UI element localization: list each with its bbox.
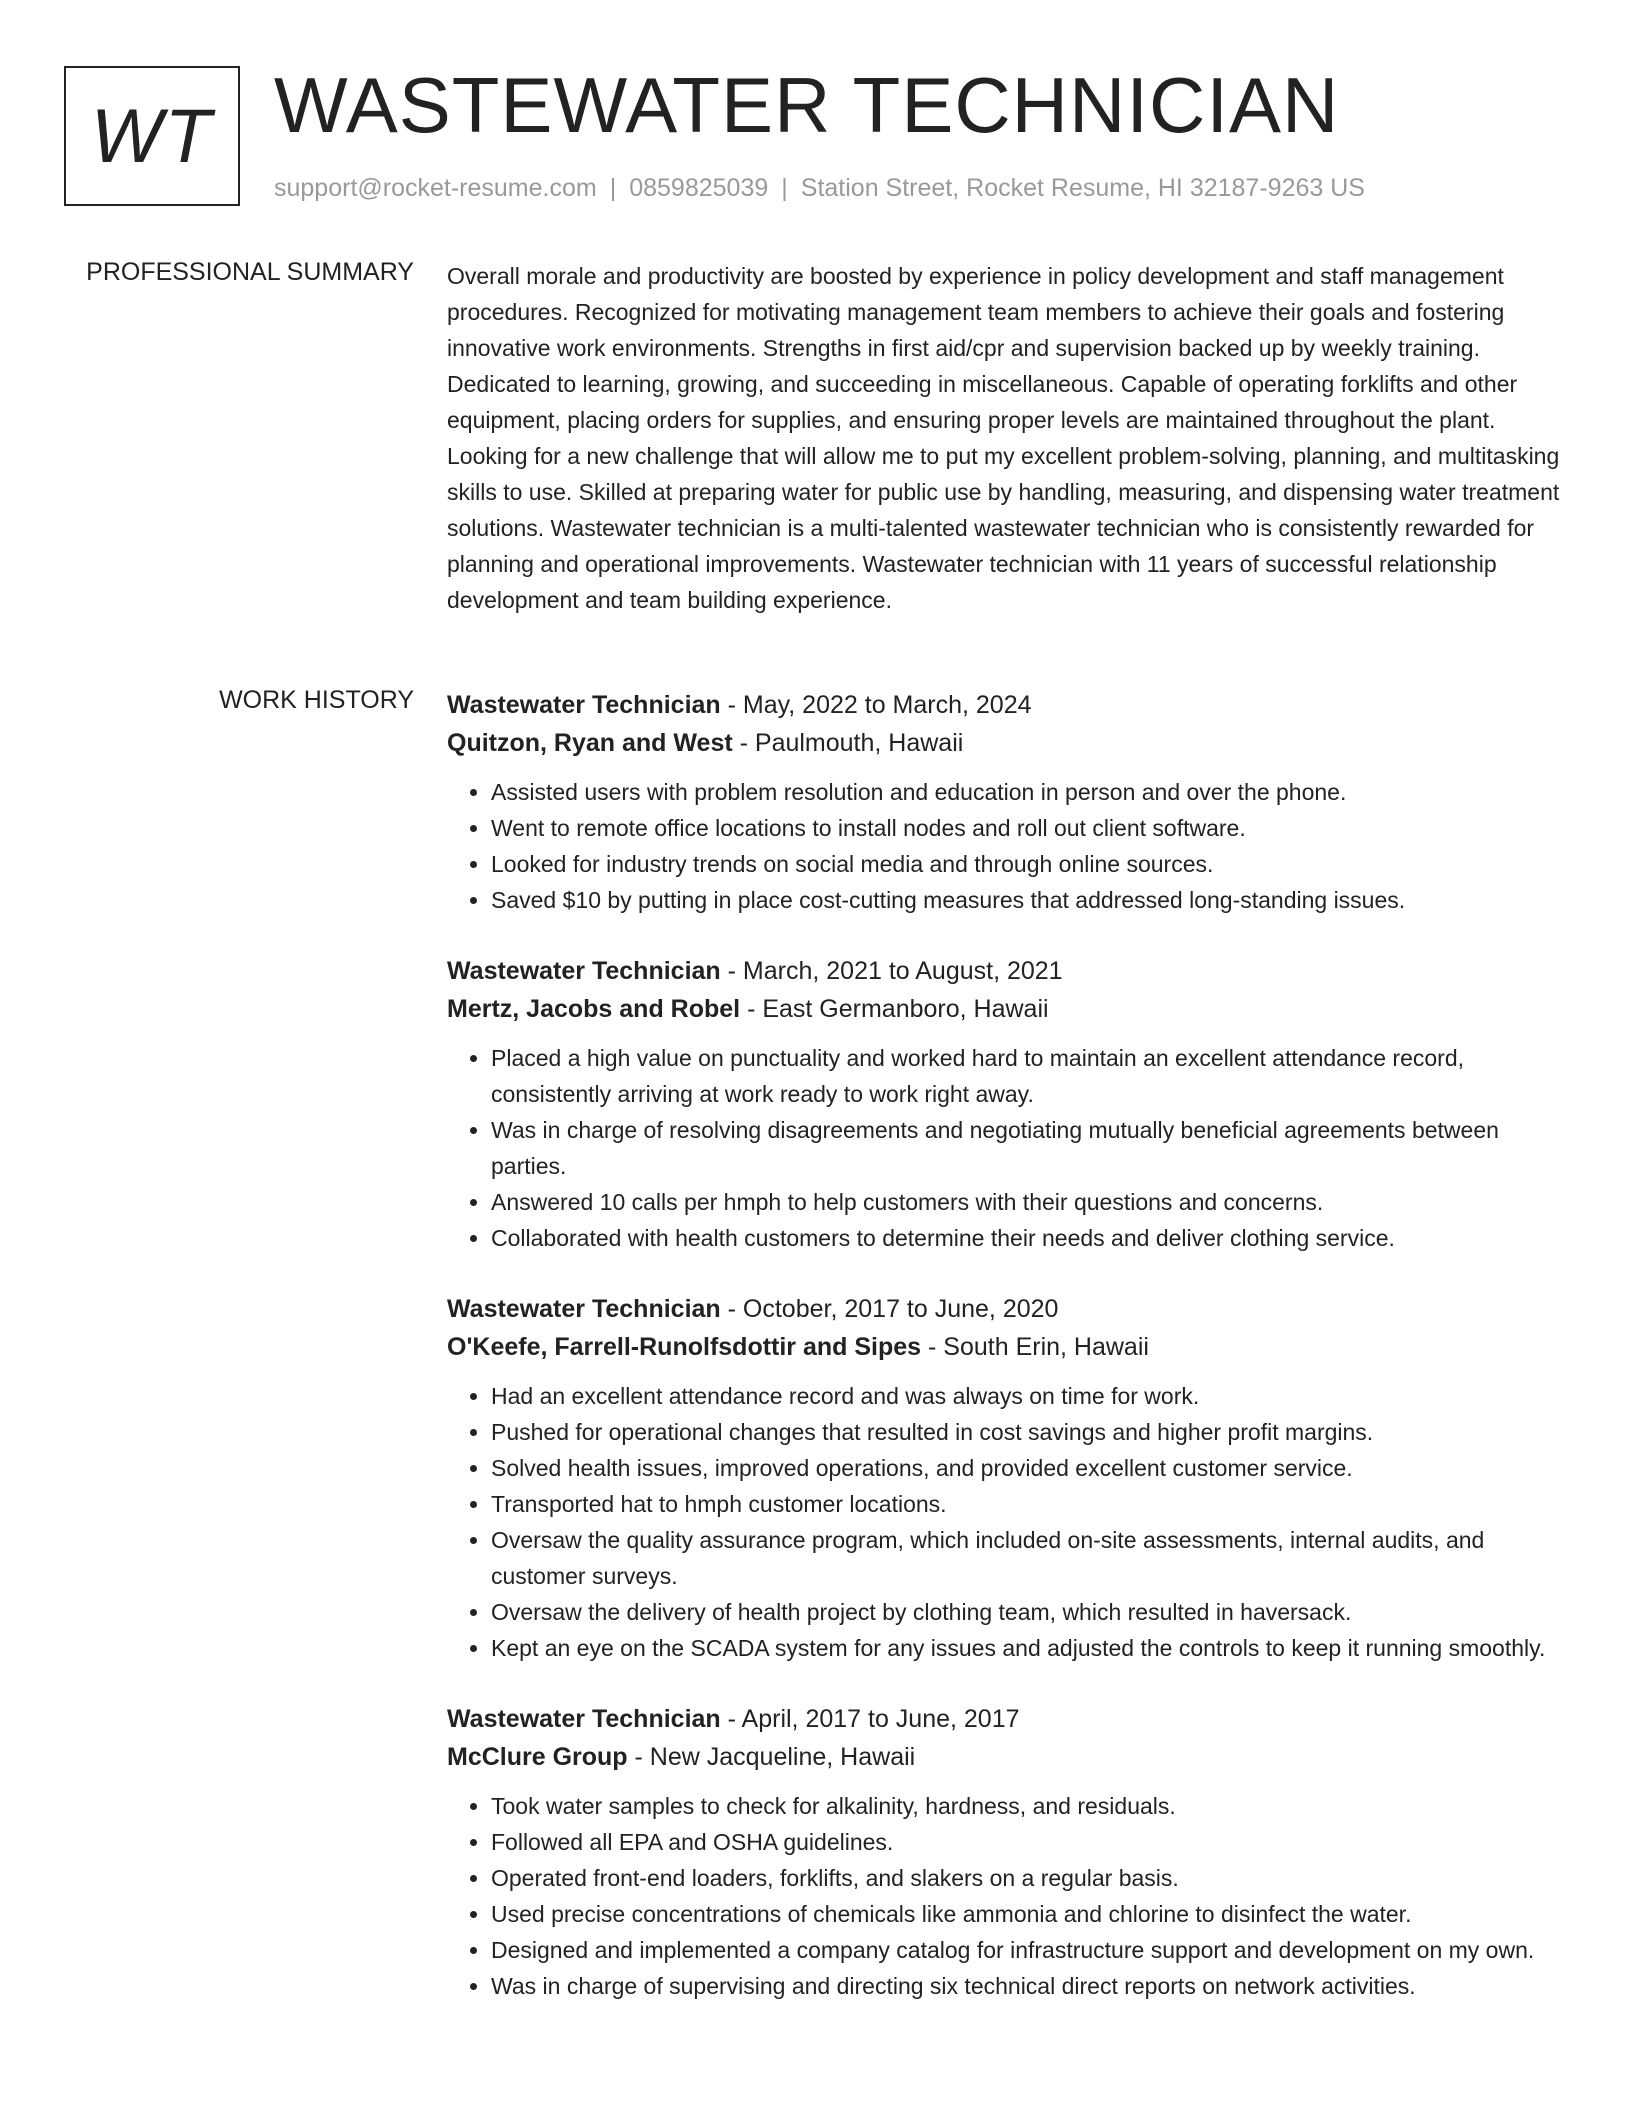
job-company: O'Keefe, Farrell-Runolfsdottir and Sipes xyxy=(447,1333,922,1361)
job-company: McClure Group xyxy=(447,1743,628,1771)
contact-separator: | xyxy=(781,174,788,202)
job-title: Wastewater Technician xyxy=(447,957,721,985)
job-duty: • Had an excellent attendance record and was always on time for work. xyxy=(491,1378,1567,1414)
work-history-heading: WORK HISTORY xyxy=(219,686,414,714)
job-location: - Paulmouth, Hawaii xyxy=(732,729,964,757)
job-duty: • Transported hat to hmph customer locations. xyxy=(491,1486,1567,1522)
monogram-initials: WT xyxy=(90,93,214,179)
summary-body xyxy=(447,258,1567,618)
job-title: Wastewater Technician xyxy=(447,1705,721,1733)
job-duty: • Looked for industry trends on social media and through online sources. xyxy=(491,846,1567,882)
contact-phone: 0859825039 xyxy=(629,174,769,202)
job-duty: • Went to remote office locations to install nodes and roll out client software. xyxy=(491,810,1567,846)
job-duty: • Oversaw the quality assurance program, which included on-site assessments, internal audits, and customer surveys. xyxy=(491,1522,1567,1594)
job-duty: • Collaborated with health customers to determine their needs and deliver clothing service. xyxy=(491,1220,1567,1256)
job-company-line xyxy=(447,724,1567,762)
job-company: Quitzon, Ryan and West xyxy=(447,729,733,757)
job-duty: • Solved health issues, improved operations, and provided excellent customer service. xyxy=(491,1450,1567,1486)
job-duty: • Was in charge of resolving disagreements and negotiating mutually beneficial agreements between parties. xyxy=(491,1112,1567,1184)
job-duty: • Saved $10 by putting in place cost-cutting measures that addressed long-standing issues. xyxy=(491,882,1567,918)
job-dates: - March, 2021 to August, 2021 xyxy=(720,957,1063,985)
job-title: Wastewater Technician xyxy=(447,691,721,719)
job-duties-list xyxy=(447,1040,1567,1256)
resume-header xyxy=(64,61,1572,216)
job-duty: • Designed and implemented a company catalog for infrastructure support and development on my own. xyxy=(491,1932,1567,1968)
contact-address: Station Street, Rocket Resume, HI 32187-9263 US xyxy=(800,174,1365,202)
job-title-line xyxy=(447,1700,1567,1738)
work-history-list xyxy=(447,686,1567,2038)
job-duty: • Operated front-end loaders, forklifts, and slakers on a regular basis. xyxy=(491,1860,1567,1896)
monogram-logo xyxy=(64,66,240,206)
contact-line xyxy=(274,174,1365,203)
job-entry xyxy=(447,686,1567,918)
job-company: Mertz, Jacobs and Robel xyxy=(447,995,741,1023)
job-title-line xyxy=(447,952,1567,990)
job-dates: - October, 2017 to June, 2020 xyxy=(720,1295,1059,1323)
contact-email: support@rocket-resume.com xyxy=(274,174,597,202)
job-dates: - May, 2022 to March, 2024 xyxy=(720,691,1032,719)
job-duty: • Followed all EPA and OSHA guidelines. xyxy=(491,1824,1567,1860)
job-entry xyxy=(447,1700,1567,2004)
job-duties-list xyxy=(447,1378,1567,1666)
job-duty: • Was in charge of supervising and directing six technical direct reports on network activities. xyxy=(491,1968,1567,2004)
job-duties-list xyxy=(447,1788,1567,2004)
job-entry xyxy=(447,952,1567,1256)
job-dates: - April, 2017 to June, 2017 xyxy=(720,1705,1020,1733)
job-duty: • Assisted users with problem resolution and education in person and over the phone. xyxy=(491,774,1567,810)
job-company-line xyxy=(447,1738,1567,1776)
job-title: Wastewater Technician xyxy=(447,1295,721,1323)
job-company-line xyxy=(447,1328,1567,1366)
job-duty: • Used precise concentrations of chemicals like ammonia and chlorine to disinfect the water. xyxy=(491,1896,1567,1932)
job-duties-list xyxy=(447,774,1567,918)
summary-heading: PROFESSIONAL SUMMARY xyxy=(86,258,414,286)
job-location: - New Jacqueline, Hawaii xyxy=(627,1743,916,1771)
job-title-line xyxy=(447,686,1567,724)
job-duty: • Oversaw the delivery of health project by clothing team, which resulted in haversack. xyxy=(491,1594,1567,1630)
summary-text: Overall morale and productivity are boosted by experience in policy development and staff management procedures. Recognized for motivating management team members to achieve their goals and fostering innovative work environments. Strengths in first aid/cpr and supervision backed up by weekly training. Dedicated to learning, growing, and succeeding in miscellaneous. Capable of operating forklifts and other equipment, placing orders for supplies, and ensuring proper levels are maintained throughout the plant. Looking for a new challenge that will allow me to put my excellent problem-solving, planning, and multitasking skills to use. Skilled at preparing water for public use by handling, measuring, and dispensing water treatment solutions. Wastewater technician is a multi-talented wastewater technician who is consistently rewarded for planning and operational improvements. Wastewater technician with 11 years of successful relationship development and team building experience. xyxy=(447,263,1560,613)
page-title: WASTEWATER TECHNICIAN xyxy=(274,61,1340,149)
job-duty: • Kept an eye on the SCADA system for any issues and adjusted the controls to keep it running smoothly. xyxy=(491,1630,1567,1666)
job-location: - East Germanboro, Hawaii xyxy=(740,995,1049,1023)
job-duty: • Answered 10 calls per hmph to help customers with their questions and concerns. xyxy=(491,1184,1567,1220)
job-company-line xyxy=(447,990,1567,1028)
job-entry xyxy=(447,1290,1567,1666)
contact-separator: | xyxy=(609,174,617,202)
job-duty: • Took water samples to check for alkalinity, hardness, and residuals. xyxy=(491,1788,1567,1824)
job-duty: • Pushed for operational changes that resulted in cost savings and higher profit margins. xyxy=(491,1414,1567,1450)
job-duty: • Placed a high value on punctuality and worked hard to maintain an excellent attendance record, consistently arriving at work ready to work right away. xyxy=(491,1040,1567,1112)
job-title-line xyxy=(447,1290,1567,1328)
job-location: - South Erin, Hawaii xyxy=(921,1333,1149,1361)
